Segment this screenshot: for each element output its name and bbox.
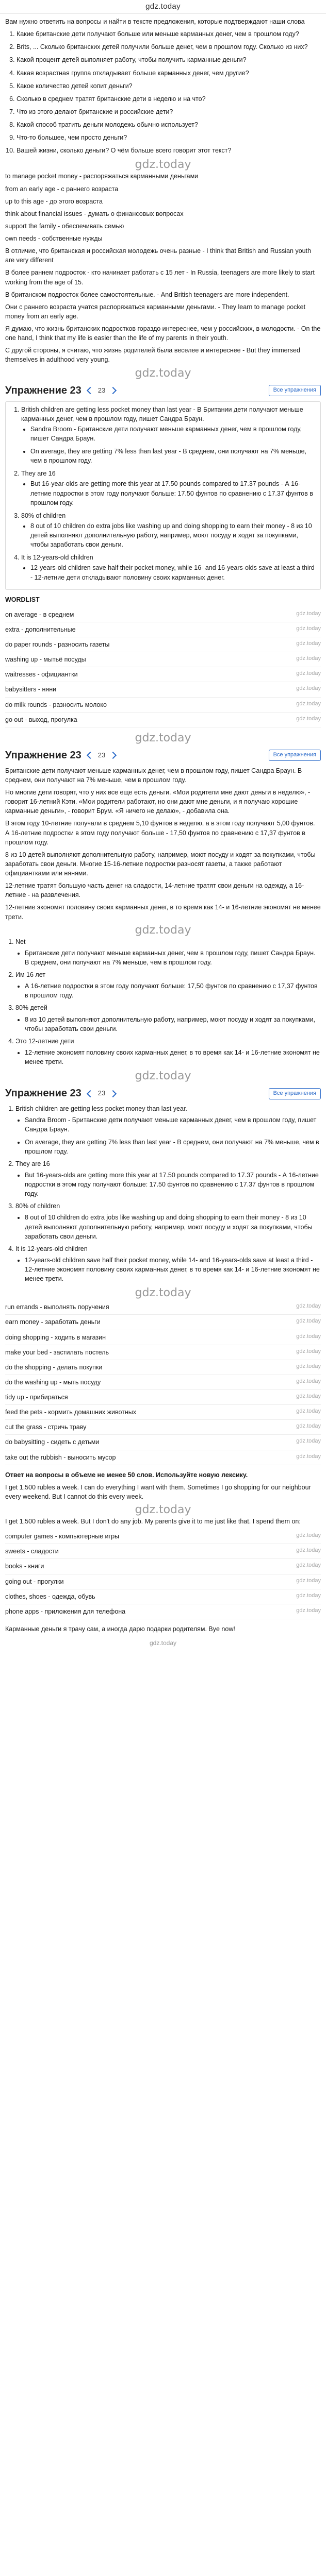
wordlist-watermark: gdz.today <box>296 1303 321 1310</box>
answer-detail: • But 16-years-olds are getting more this year at 17.50 pounds compared to 17.37 pounds - А 16-летние подростки в этом году получают больше: 17.50 фунтов по сравнению с 17.37 фунтов в прошлом году. <box>25 1171 321 1198</box>
russian-paragraph: В этом году 10-летние получали в среднем 5,10 фунтов в неделю, а в этом году получают 5,00 фунтов. А 16-летние подростки в этом году получают больше - 17,50 фунтов по сравнению с 17,37 фунтов в прошлом году. <box>5 820 315 846</box>
russian-paragraph: 8 из 10 детей выполняют дополнительную работу, например, моют посуду и ходят за покупками, чтобы заработать свои деньги. Многие 15-16-летние подростки разносят газеты, а также работают официантками или нянями. <box>5 851 316 877</box>
watermark: gdz.today <box>135 158 191 172</box>
exercise-number: 23 <box>97 1089 106 1097</box>
wordlist-item <box>5 1604 321 1619</box>
wordlist-text: do milk rounds - разносить молоко <box>5 701 107 708</box>
all-exercises-button[interactable]: Все упражнения <box>269 1088 321 1099</box>
wordlist-watermark: gdz.today <box>296 655 321 662</box>
answer-detail: • On average, they are getting 7% less than last year - В среднем, они получают на 7% меньше, чем в прошлом году. <box>25 1138 321 1156</box>
wordlist-item <box>5 1544 321 1559</box>
answer-detail: • Sandra Broom - Британские дети получают меньше карманных денег, чем в прошлом году, пишет Сандра Браун. <box>30 425 316 443</box>
wordlist-watermark: gdz.today <box>296 610 321 617</box>
wordlist-text: doing shopping - ходить в магазин <box>5 1333 106 1341</box>
wordlist-watermark: gdz.today <box>296 1363 321 1369</box>
wordlist-text: going out - прогулки <box>5 1578 64 1585</box>
wordlist-item <box>5 1574 321 1589</box>
answer-item <box>15 1244 321 1284</box>
question-item: 4. Какая возрастная группа откладывает больше карманных денег, чем другие? <box>17 69 321 78</box>
vocab-line: В более раннем подросток - кто начинает работать с 15 лет - In Russia, teenagers are more likely to start working from the age of 15. <box>5 269 315 286</box>
watermark: gdz.today <box>135 731 191 744</box>
all-exercises-button[interactable]: Все упражнения <box>269 385 321 396</box>
vocab-line: В британском подросток более самостоятельные. - And British teenagers are more independent. <box>5 291 289 298</box>
wordlist-watermark: gdz.today <box>296 1333 321 1340</box>
exercise-title: Упражнение 23 <box>5 384 82 396</box>
wordlist-item <box>5 1315 321 1330</box>
wordlist-watermark: gdz.today <box>296 700 321 707</box>
answer-detail: • А 16-летние подростки в этом году получают больше: 17,50 фунтов по сравнению с 17,37 фунтов в прошлом году. <box>25 981 321 1000</box>
wordlist-watermark: gdz.today <box>296 1318 321 1325</box>
answers-list-en <box>5 1104 321 1283</box>
answer-detail: • Британские дети получают меньше карманных денег, чем в прошлом году, пишет Сандра Браун. В среднем, они получают на 7% меньше, чем в прошлом году. <box>25 948 321 967</box>
answer-sub-list <box>21 563 316 582</box>
answer-detail: • Sandra Broom - Британские дети получают меньше карманных денег, чем в прошлом году, пишет Сандра Браун. <box>25 1115 321 1134</box>
wordlist-item <box>5 1589 321 1604</box>
answer-detail: • On average, they are getting 7% less than last year - В среднем, они получают на 7% меньше, чем в прошлом году. <box>30 447 316 465</box>
russian-paragraph: Но многие дети говорят, что у них все еще есть деньги. «Мои родители мне дают деньги в неделю», - говорит 16-летний Кэти. «Мои родители работают, но они дают мне деньги, и я получаю хорошие карманные деньги», - говорит Брум. «Я ничего не делаю», - добавила она. <box>5 789 311 815</box>
wordlist-text: computer games - компьютерные игры <box>5 1533 120 1540</box>
question-item: 5. Какое количество детей копит деньги? <box>17 81 321 91</box>
watermark: gdz.today <box>135 1503 191 1516</box>
answer-sub-list <box>15 981 321 1000</box>
answer-detail: • 8 из 10 детей выполняют дополнительную работу, например, моют посуду и ходят за покупками, чтобы заработать свои деньги. <box>25 1015 321 1033</box>
answer-item <box>21 511 316 550</box>
wordlist-watermark: gdz.today <box>296 1453 321 1460</box>
wordlist-text: take out the rubbish - выносить мусор <box>5 1453 116 1461</box>
answer-sub-list <box>15 1048 321 1066</box>
wordlist-text: go out - выход, прогулка <box>5 716 77 723</box>
watermark: gdz.today <box>135 1070 191 1083</box>
answer-text: Это 12-летние дети <box>15 1037 74 1045</box>
wordlist-text: do babysitting - сидеть с детьми <box>5 1438 100 1446</box>
exercise-title: Упражнение 23 <box>5 749 82 761</box>
vocab-line: Они с раннего возраста учатся распоряжаться карманными деньгами. - They learn to manage pocket money from an early age. <box>5 303 306 320</box>
wordlist-text: do the washing up - мыть посуду <box>5 1378 101 1386</box>
chevron-right-icon[interactable] <box>109 387 117 394</box>
answer-text: It is 12-years-old children <box>15 1245 88 1252</box>
wordlist-text: phone apps - приложения для телефона <box>5 1607 126 1615</box>
russian-text <box>5 766 321 922</box>
answer-detail: • 12-летние экономят половину своих карманных денег, в то время как 14- и 16-летние экономят не менее трети. <box>25 1048 321 1066</box>
wordlist-item <box>5 667 321 682</box>
wordlist-text: babysitters - няни <box>5 686 57 693</box>
exercise-number: 23 <box>97 386 106 394</box>
answer-item <box>21 469 316 507</box>
answer-text: Им 16 лет <box>15 971 45 978</box>
question-item: 2. Brits, ... Сколько британских детей получили больше денег, чем в прошлом году. Сколько из них? <box>17 42 321 52</box>
wordlist-text: waitresses - официантки <box>5 671 78 679</box>
wordlist-item <box>5 622 321 637</box>
answers-list-ru <box>5 937 321 1067</box>
wordlist-item <box>5 1360 321 1375</box>
watermark: gdz.today <box>135 923 191 937</box>
answer-item <box>15 1104 321 1156</box>
answer-text: 80% of children <box>21 512 66 519</box>
answers-box <box>5 401 321 590</box>
answer-item <box>15 1201 321 1241</box>
vocab-line: В отличие, что британская и российская молодежь очень разные - I think that British and Russian youth are very different <box>5 247 312 264</box>
question-item: 9. Что-то большее, чем просто деньги? <box>17 133 321 142</box>
site-logo[interactable]: gdz.today <box>145 2 181 11</box>
intro-text: Вам нужно ответить на вопросы и найти в тексте предложения, которые подтверждают наши слова <box>5 18 305 25</box>
answer-detail: • 12-years-old children save half their pocket money, while 14- and 16-years-olds save at least a third - 12-летние экономят половину своих карманных денег, в то время как 14- и 16-летние экономят не менее трети. <box>25 1256 321 1283</box>
wordlist-item <box>5 1405 321 1420</box>
exercise-nav <box>88 751 116 760</box>
answer-item <box>15 1159 321 1199</box>
wordlist-watermark: gdz.today <box>296 1577 321 1584</box>
answer-sub-list <box>15 1256 321 1283</box>
chevron-left-icon[interactable] <box>87 387 94 394</box>
exercise-nav <box>88 386 116 396</box>
chevron-left-icon[interactable] <box>87 752 94 759</box>
vocab-line: own needs - собственные нужды <box>5 235 103 242</box>
wordlist-watermark: gdz.today <box>296 1532 321 1539</box>
answer-text: They are 16 <box>21 470 56 478</box>
answer-detail: • 8 out of 10 children do extra jobs like washing up and doing shopping to earn their money - 8 из 10 детей выполняют дополнительную работу, например, моют посуду и ходят за покупками, чтобы заработать свои деньги. <box>25 1213 321 1241</box>
answer-sub-list <box>15 1171 321 1198</box>
russian-paragraph: Британские дети получают меньше карманных денег, чем в прошлом году, пишет Сандра Браун. В среднем, они получают на 7% меньше, чем в прошлом году. <box>5 767 302 784</box>
wordlist-watermark: gdz.today <box>296 1408 321 1415</box>
main-content <box>0 14 326 1648</box>
wordlist-item <box>5 1345 321 1360</box>
watermark: gdz.today <box>135 366 191 380</box>
wordlist-watermark: gdz.today <box>296 1607 321 1614</box>
vocab-intro: to manage pocket money - распоряжаться карманными деньгами <box>5 173 199 180</box>
answer-sub-list <box>15 1115 321 1156</box>
question-item: 8. Какой способ тратить деньги молодежь обычно использует? <box>17 120 321 129</box>
wordlist-watermark: gdz.today <box>296 1547 321 1554</box>
wordlist-watermark: gdz.today <box>296 1378 321 1384</box>
final-paragraph: I get 1,500 rubles a week. I can do everything I want with them. Sometimes I go shopping for our neighbour every weekend. But I cannot do this every week. <box>5 1483 311 1500</box>
wordlist-text: make your bed - застилать постель <box>5 1348 109 1356</box>
wordlist-item <box>5 607 321 622</box>
wordlist-2 <box>5 1300 321 1465</box>
wordlist-item <box>5 1300 321 1315</box>
exercise-bar <box>5 748 321 763</box>
wordlist-item <box>5 1390 321 1405</box>
wordlist-watermark: gdz.today <box>296 670 321 677</box>
answer-detail: • But 16-year-olds are getting more this year at 17.50 pounds compared to 17.37 pounds - А 16-летние подростки в этом году получают больше: 17.50 фунтов по сравнению с 17.37 фунтов в прошлом году. <box>30 479 316 507</box>
wordlist-text: on average - в среднем <box>5 611 74 618</box>
wordlist-text: run errands - выполнять поручения <box>5 1303 109 1311</box>
watermark: gdz.today <box>135 1286 191 1300</box>
wordlist-text: washing up - мытьё посуды <box>5 656 86 664</box>
questions-list <box>5 29 321 155</box>
spend-intro: I get 1,500 rubles a week. But I don't do any job. My parents give it to me just like that. I spend them on: <box>5 1518 301 1525</box>
wordlist-text: do the shopping - делать покупки <box>5 1363 103 1371</box>
vocab-line: from an early age - с раннего возраста <box>5 185 119 193</box>
closing-text: Карманные деньги я трачу сам, а иногда дарю подарки родителям. Bye now! <box>5 1625 235 1633</box>
answer-item <box>15 1037 321 1066</box>
exercise-bar <box>5 1086 321 1101</box>
wordlist-item <box>5 1529 321 1544</box>
question-item: 6. Сколько в среднем тратят британские дети в неделю и на что? <box>17 94 321 104</box>
top-bar <box>0 0 326 14</box>
wordlist-text: books - книги <box>5 1563 44 1570</box>
wordlist-item <box>5 652 321 667</box>
wordlist-text: tidy up - прибираться <box>5 1394 68 1401</box>
wordlist-item <box>5 1330 321 1345</box>
wordlist-item <box>5 1420 321 1435</box>
wordlist-item <box>5 1559 321 1574</box>
answer-text: 80% of children <box>15 1202 60 1210</box>
wordlist-title: WORDLIST <box>5 596 40 603</box>
answer-item <box>15 937 321 967</box>
wordlist-text: cut the grass - стричь траву <box>5 1423 87 1431</box>
question-item: 7. Что из этого делают британские и российские дети? <box>17 107 321 116</box>
footer-watermark: gdz.today <box>149 1639 177 1647</box>
russian-paragraph: 12-летние экономят половину своих карманных денег, в то время как 14- и 16-летние экономят не менее трети. <box>5 904 321 921</box>
exercise-nav <box>88 1089 116 1098</box>
all-exercises-button[interactable]: Все упражнения <box>269 750 321 761</box>
answer-sub-list <box>21 479 316 507</box>
wordlist-item <box>5 1435 321 1450</box>
answer-item <box>15 1003 321 1033</box>
answer-sub-list <box>15 1213 321 1241</box>
answer-item <box>15 970 321 1000</box>
wordlist-item <box>5 698 321 713</box>
spend-list <box>5 1529 321 1619</box>
wordlist-text: sweets - сладости <box>5 1548 59 1555</box>
final-intro: Ответ на вопросы в объеме не менее 50 слов. Используйте новую лексику. <box>5 1471 248 1479</box>
vocab-line: support the family - обеспечивать семью <box>5 222 124 230</box>
answer-item <box>21 405 316 466</box>
vocab-line: up to this age - до этого возраста <box>5 197 103 205</box>
wordlist <box>5 607 321 727</box>
wordlist-item <box>5 682 321 697</box>
question-item: 3. Какой процент детей выполняет работу, чтобы получить карманные деньги? <box>17 55 321 64</box>
question-item: 1. Какие британские дети получают больше или меньше карманных денег, чем в прошлом году? <box>17 29 321 39</box>
wordlist-watermark: gdz.today <box>296 1562 321 1569</box>
question-item: 10. Вашей жизни, сколько деньги? О чём больше всего говорит этот текст? <box>17 146 321 155</box>
wordlist-watermark: gdz.today <box>296 1393 321 1399</box>
wordlist-watermark: gdz.today <box>296 1438 321 1445</box>
chevron-right-icon[interactable] <box>109 752 117 759</box>
wordlist-watermark: gdz.today <box>296 685 321 692</box>
wordlist-text: feed the pets - кормить домашних животных <box>5 1409 136 1416</box>
wordlist-text: earn money - заработать деньги <box>5 1318 101 1326</box>
answer-sub-list <box>15 948 321 967</box>
wordlist-watermark: gdz.today <box>296 1592 321 1599</box>
answer-text: British children are getting less pocket money than last year - В Британии дети получают меньше карманных денег, чем в прошлом году, пишет Сандра Браун. <box>21 405 303 422</box>
vocab-line: Я думаю, что жизнь британских подростков гораздо интереснее, чем у российских, в молодости. - On the one hand, I think that my life is easier than the life of my parents in their youth. <box>5 325 321 342</box>
wordlist-watermark: gdz.today <box>296 640 321 647</box>
wordlist-text: clothes, shoes - одежда, обувь <box>5 1592 95 1600</box>
vocab-line: think about financial issues - думать о финансовых вопросах <box>5 210 184 217</box>
wordlist-item <box>5 1450 321 1465</box>
exercise-title: Упражнение 23 <box>5 1088 82 1099</box>
wordlist-watermark: gdz.today <box>296 1423 321 1430</box>
answer-sub-list <box>15 1015 321 1033</box>
wordlist-item <box>5 637 321 652</box>
wordlist-watermark: gdz.today <box>296 715 321 722</box>
answer-text: 80% детей <box>15 1004 47 1012</box>
wordlist-item <box>5 1375 321 1390</box>
answer-sub-list <box>21 425 316 466</box>
answer-item <box>21 553 316 582</box>
wordlist-text: extra - дополнительные <box>5 625 76 633</box>
answer-text: They are 16 <box>15 1160 50 1167</box>
vocab-lines <box>5 184 321 365</box>
answer-text: It is 12-years-old children <box>21 554 93 562</box>
answer-text: Net <box>15 938 26 945</box>
answer-detail: • 12-years-old children save half their pocket money, while 16- and 16-years-olds save at least a third - 12-летние дети откладывают половину своих карманных денег. <box>30 563 316 582</box>
answer-detail: • 8 out of 10 children do extra jobs like washing up and doing shopping to earn their money - 8 из 10 детей выполняют дополнительную работу, например, моют посуду и ходят за покупками, чтобы заработать свои деньги. <box>30 521 316 549</box>
exercise-bar <box>5 383 321 398</box>
wordlist-watermark: gdz.today <box>296 1348 321 1354</box>
chevron-left-icon[interactable] <box>87 1090 94 1097</box>
answers-list <box>10 405 316 582</box>
chevron-right-icon[interactable] <box>109 1090 117 1097</box>
russian-paragraph: 12-летние тратят большую часть денег на сладости, 14-летние тратят свои деньги на одежду, а 16-летние - на развлечения. <box>5 882 304 899</box>
answer-text: British children are getting less pocket money than last year. <box>15 1105 187 1113</box>
wordlist-text: do paper rounds - разносить газеты <box>5 641 110 648</box>
vocab-line: С другой стороны, я считаю, что жизнь родителей была веселее и интереснее - But they immersed themselves in adulthood very young. <box>5 347 300 364</box>
exercise-number: 23 <box>97 751 106 759</box>
wordlist-watermark: gdz.today <box>296 625 321 632</box>
wordlist-item <box>5 713 321 727</box>
answer-sub-list <box>21 521 316 549</box>
